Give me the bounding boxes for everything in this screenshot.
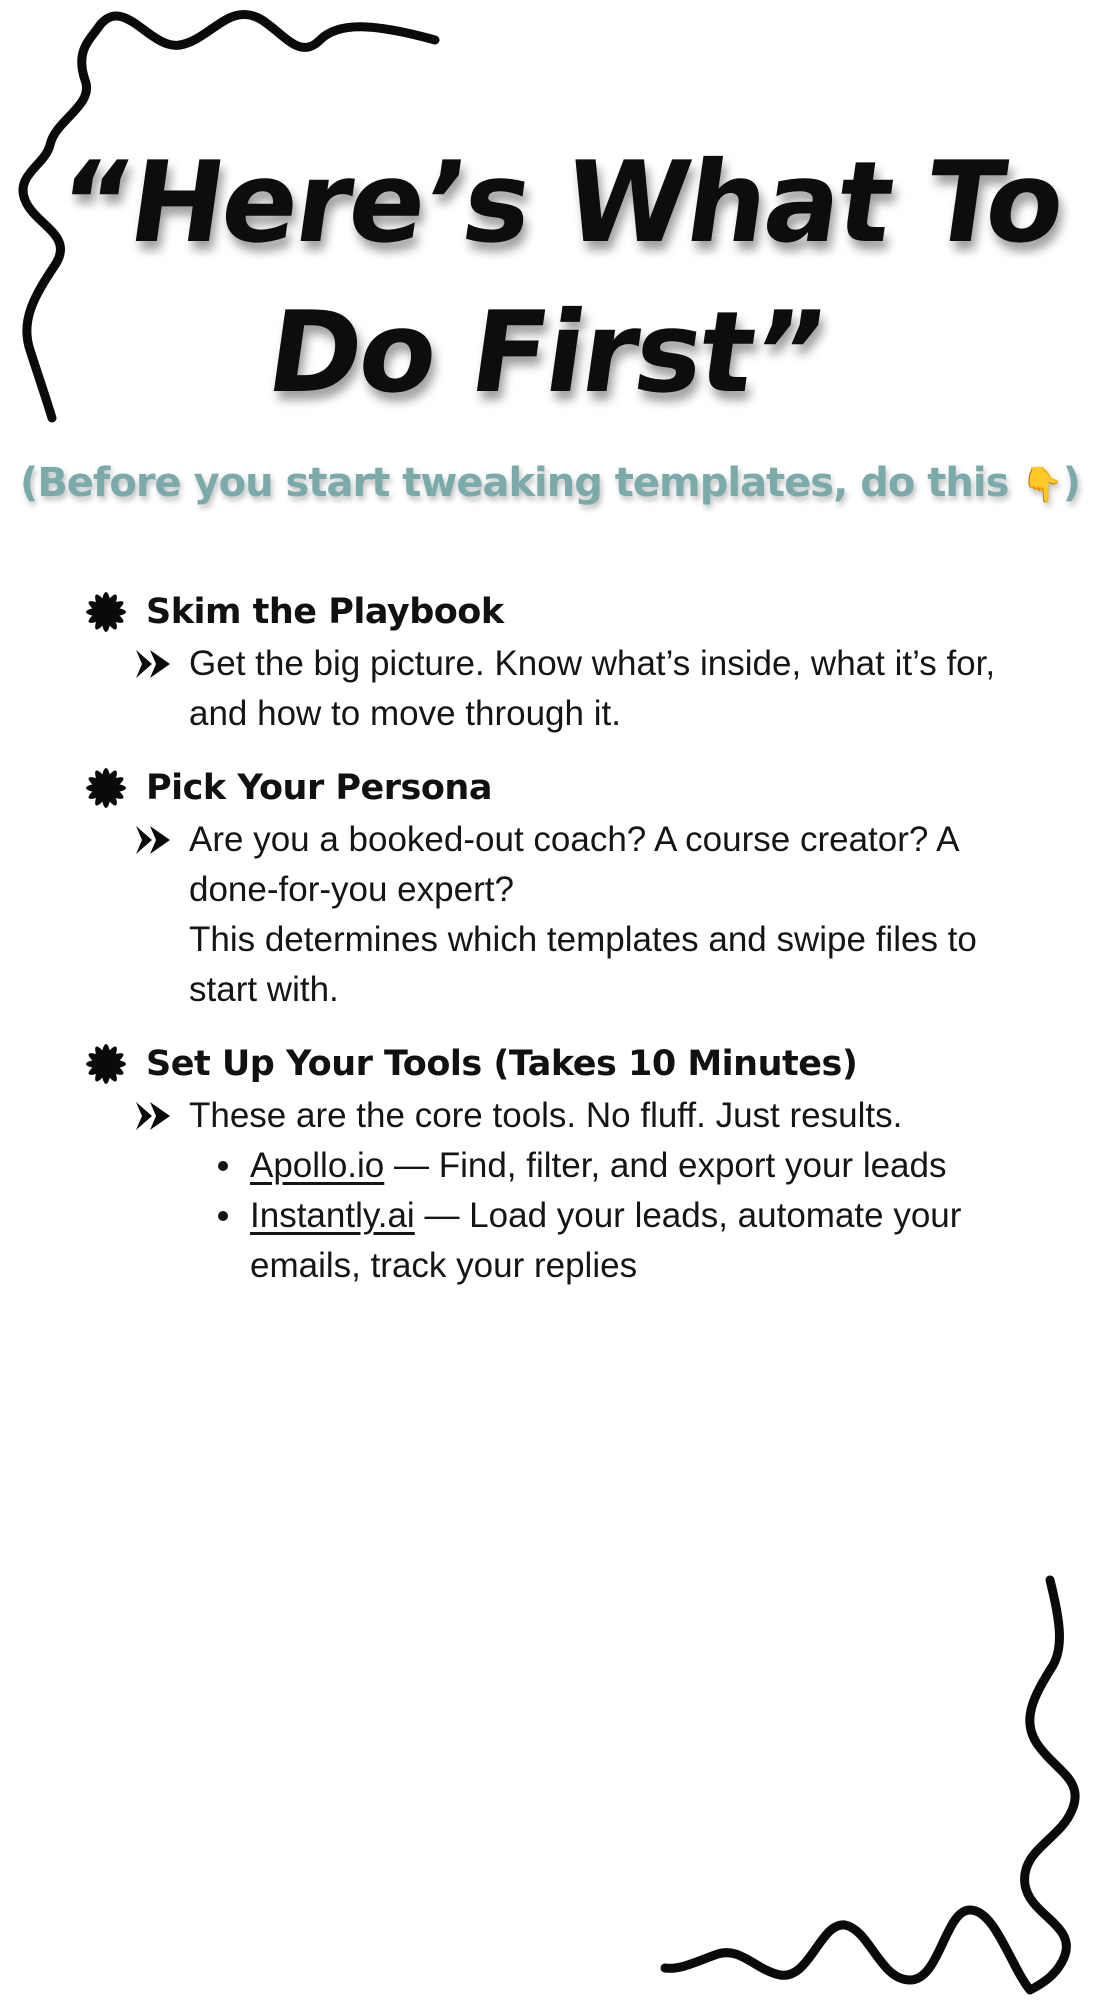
subtitle-text: (Before you start tweaking templates, do this — [20, 460, 1022, 506]
step-description: These are the core tools. No fluff. Just results. — [189, 1096, 903, 1135]
step-pick-persona — [84, 761, 1044, 1015]
list-item — [234, 1191, 1044, 1291]
apollo-link[interactable]: Apollo.io — [250, 1146, 385, 1185]
tools-list — [189, 1141, 1044, 1291]
step-skim-playbook — [84, 585, 1044, 739]
star-burst-icon — [84, 766, 128, 810]
instantly-link[interactable]: Instantly.ai — [250, 1196, 415, 1235]
step-heading — [84, 585, 1044, 639]
arrow-bullet-icon — [132, 1099, 174, 1133]
title-line-1: “Here’s What To — [50, 138, 1071, 268]
star-burst-icon — [84, 1042, 128, 1086]
step-heading — [84, 1037, 1044, 1091]
subtitle-close-paren: ) — [1062, 460, 1080, 506]
step-description-extra: This determines which templates and swipe files to start with. — [189, 920, 977, 1009]
tool-description: — Load your leads, automate your emails, track your replies — [250, 1196, 962, 1285]
step-body — [84, 639, 1044, 739]
step-description: Are you a booked-out coach? A course creator? A done-for-you expert? — [189, 820, 958, 909]
step-setup-tools — [84, 1037, 1044, 1291]
arrow-bullet-icon — [132, 647, 174, 681]
tool-description: — Find, filter, and export your leads — [384, 1146, 947, 1185]
step-heading — [84, 761, 1044, 815]
step-title: Pick Your Persona — [146, 768, 492, 808]
steps-list — [84, 585, 1044, 1313]
bullet-dot-icon — [218, 1161, 228, 1171]
subtitle — [0, 460, 1100, 506]
star-burst-icon — [84, 590, 128, 634]
page-title — [0, 128, 1100, 428]
step-body — [84, 815, 1044, 1015]
title-line-2: Do First” — [259, 288, 834, 418]
arrow-bullet-icon — [132, 823, 174, 857]
step-title: Set Up Your Tools (Takes 10 Minutes) — [146, 1044, 858, 1084]
bullet-dot-icon — [218, 1211, 228, 1221]
list-item — [234, 1141, 1044, 1191]
squiggle-bottom-decoration — [640, 1560, 1100, 2000]
pointing-down-icon: 👇 — [1021, 465, 1063, 505]
step-title: Skim the Playbook — [146, 592, 504, 632]
step-description: Get the big picture. Know what’s inside, what it’s for, and how to move through it. — [189, 644, 996, 733]
step-body — [84, 1091, 1044, 1291]
